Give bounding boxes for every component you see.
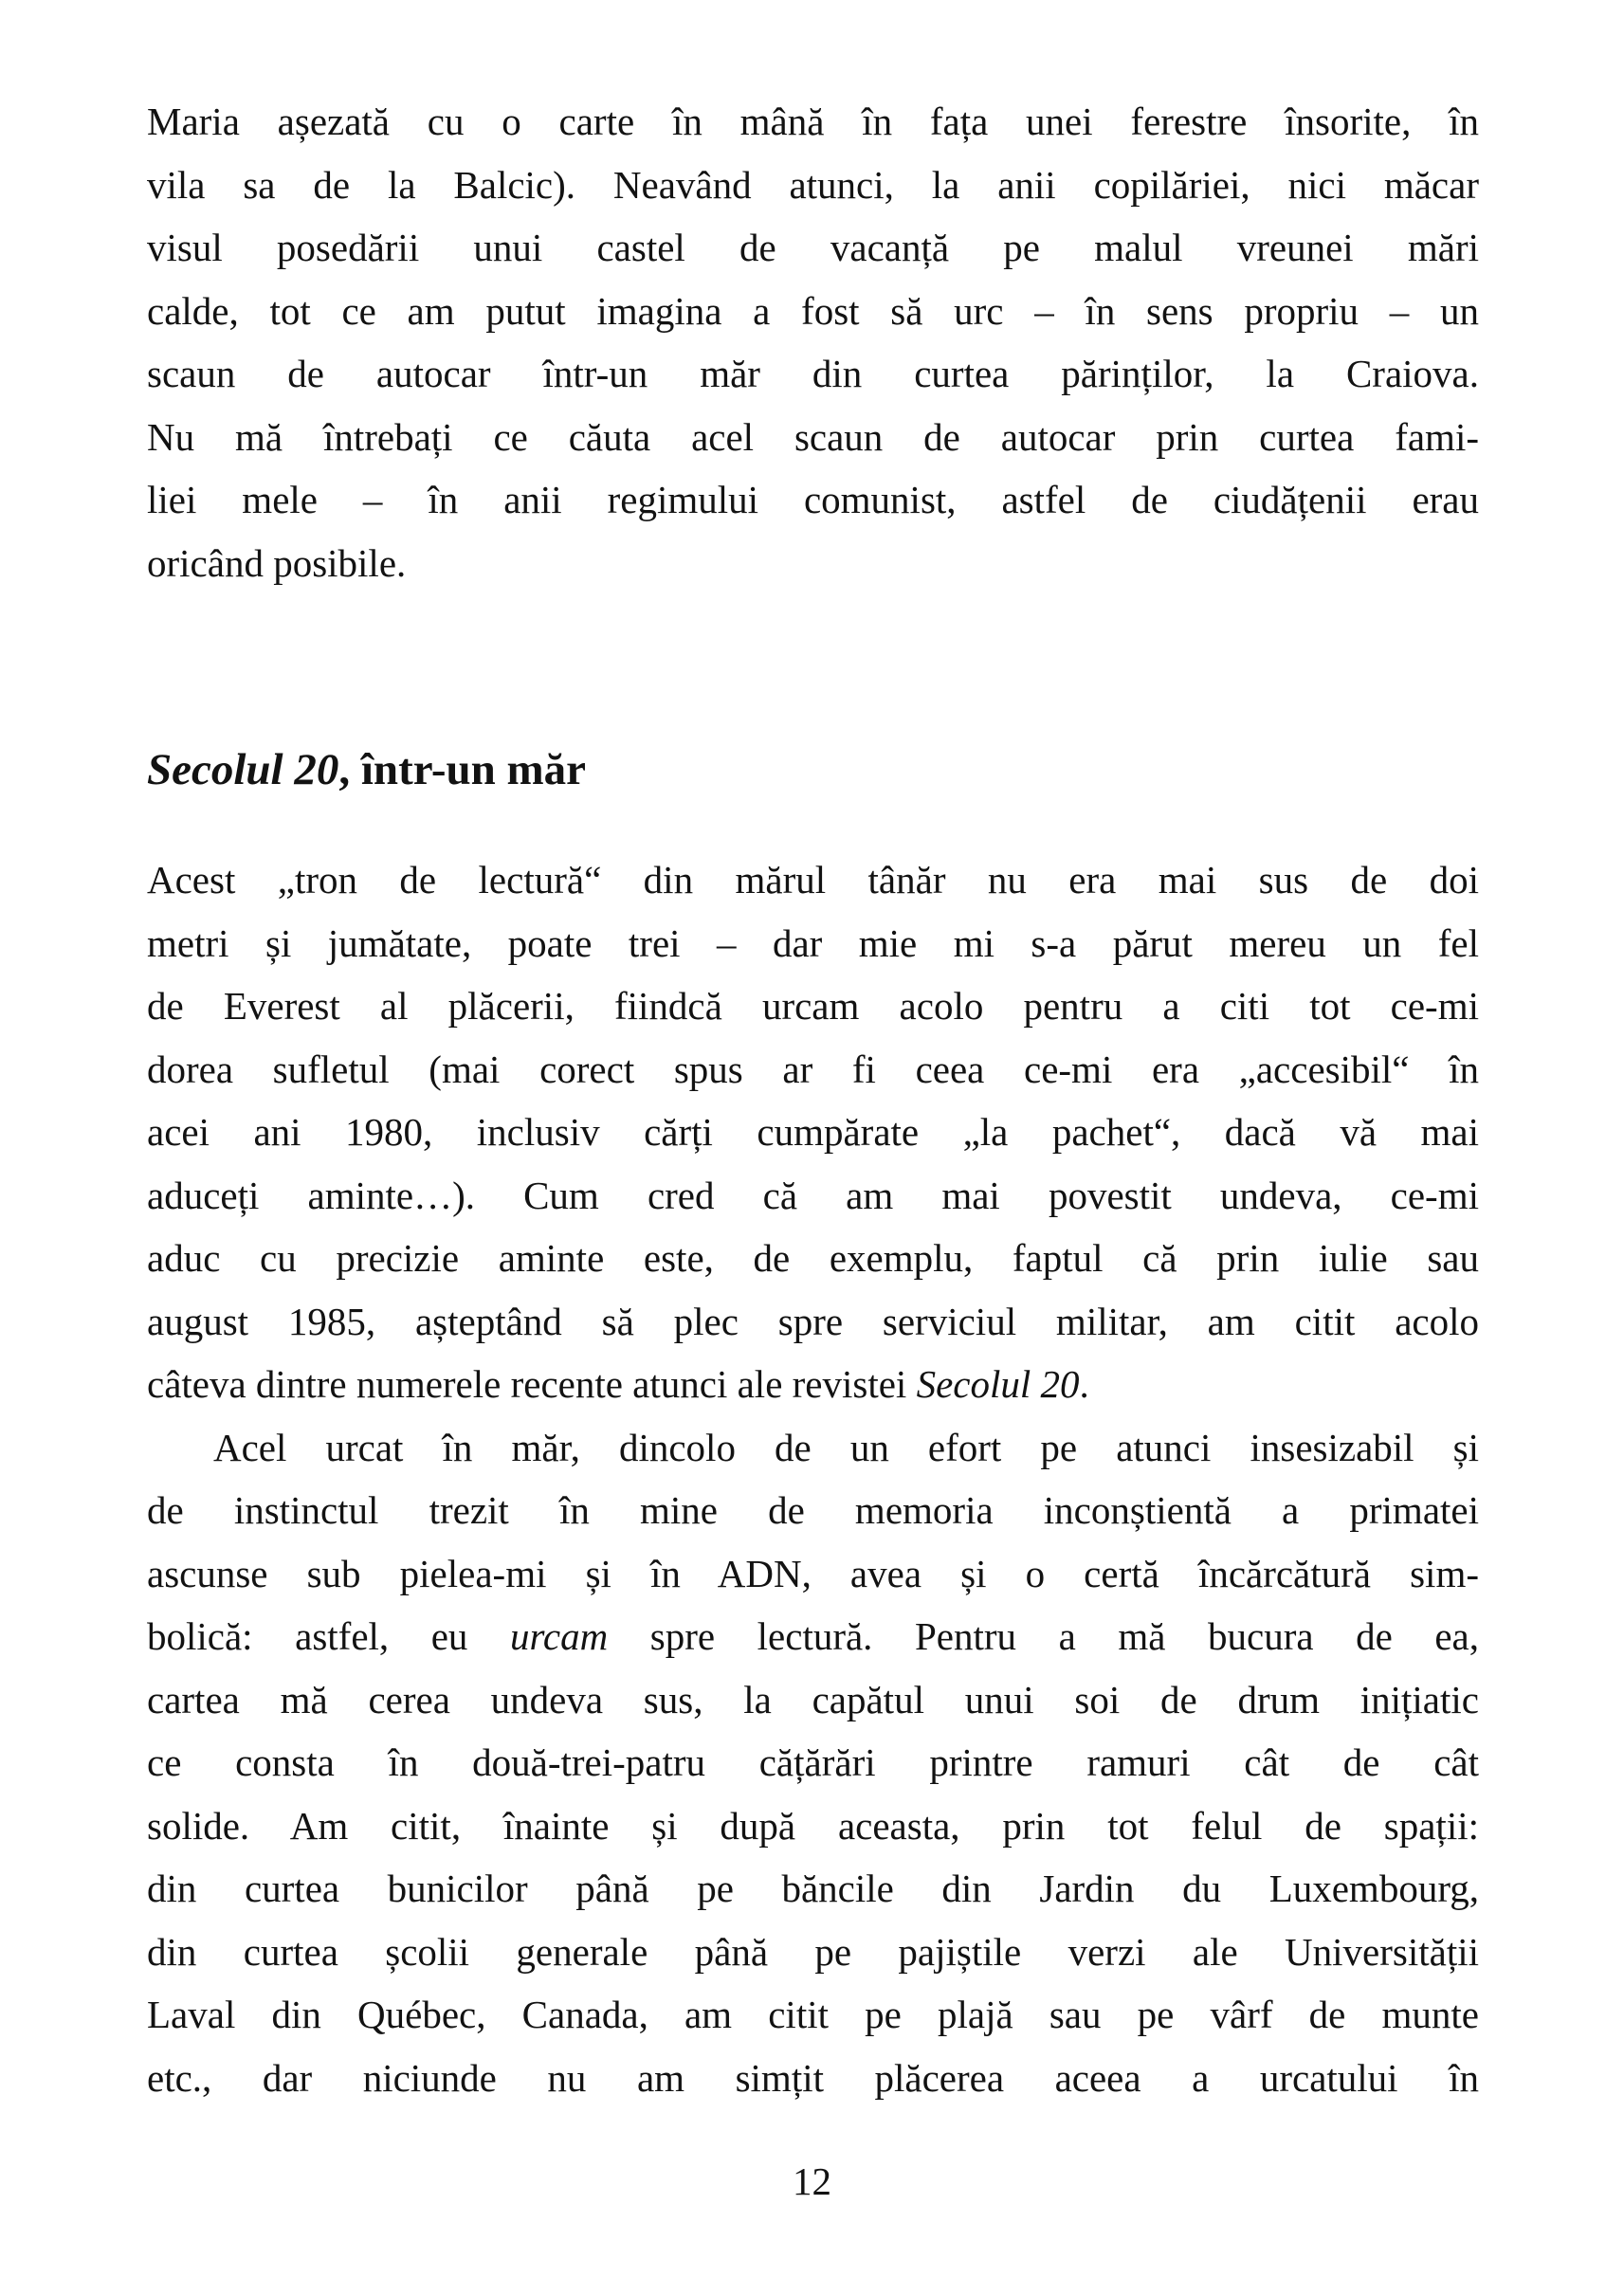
text-line (147, 1101, 1479, 1164)
text-line (147, 90, 1479, 154)
text-segment: calde, tot ce am putut imagina a fost să urc – în sens propriu – un (147, 288, 1479, 333)
text-block (147, 90, 1479, 2109)
italic-text: urcam (509, 1614, 609, 1658)
text-segment: aduceți aminte…). Cum cred că am mai povestit undeva, ce-mi (147, 1173, 1479, 1217)
text-segment: . (1079, 1362, 1089, 1406)
text-segment: din curtea școlii generale până pe pajiștile verzi ale Universității (147, 1929, 1479, 1974)
text-segment: de instinctul trezit în mine de memoria inconștientă a primatei (147, 1488, 1479, 1532)
text-segment: vila sa de la Balcic). Neavând atunci, la anii copilăriei, nici măcar (147, 162, 1479, 207)
text-segment: metri și jumătate, poate trei – dar mie mi s-a părut mereu un fel (147, 920, 1479, 965)
text-line (147, 848, 1479, 912)
text-line (147, 1353, 1479, 1416)
text-segment: solide. Am citit, înainte și după aceasta, prin tot felul de spații: (147, 1803, 1479, 1848)
section-heading (147, 738, 1479, 801)
text-line (147, 1290, 1479, 1354)
page-number: 12 (793, 2159, 831, 2203)
text-segment: dorea sufletul (mai corect spus ar fi ceea ce-mi era „accesibil“ în (147, 1047, 1479, 1091)
text-segment: din curtea bunicilor până pe băncile din Jardin du Luxembourg, (147, 1867, 1479, 1910)
paragraph (147, 1416, 1479, 2110)
text-segment: august 1985, așteptând să plec spre serviciul militar, am citit acolo (147, 1299, 1479, 1343)
text-line (147, 912, 1479, 975)
text-segment: Maria așezată cu o carte în mână în fața unei ferestre însorite, în (147, 100, 1479, 143)
text-segment: Laval din Québec, Canada, am citit pe plajă sau pe vârf de munte (147, 1993, 1479, 2036)
text-line (147, 1668, 1479, 1732)
text-line (147, 1542, 1479, 1606)
text-segment: visul posedării unui castel de vacanță pe malul vreunei mări (147, 226, 1479, 269)
text-segment: etc., dar niciunde nu am simțit plăcerea aceea a urcatului în (147, 2055, 1479, 2100)
text-segment: Acel urcat în măr, dincolo de un efort pe atunci insesizabil și (213, 1425, 1479, 1469)
text-line (147, 216, 1479, 280)
text-segment: liei mele – în anii regimului comunist, astfel de ciudățenii erau (147, 478, 1479, 521)
text-line (147, 280, 1479, 343)
text-line (147, 1983, 1479, 2047)
text-line (147, 1794, 1479, 1858)
text-segment: spre lectură. Pentru a mă bucura de ea, (608, 1614, 1479, 1658)
text-segment: , într-un măr (338, 745, 587, 794)
text-line (147, 1857, 1479, 1921)
text-line (147, 468, 1479, 532)
text-line (147, 532, 1479, 595)
text-line (147, 1479, 1479, 1542)
text-segment: Acest „tron de lectură“ din mărul tânăr nu era mai sus de doi (147, 858, 1479, 902)
text-line (147, 154, 1479, 217)
text-line (147, 974, 1479, 1038)
text-line (147, 2047, 1479, 2110)
text-line (147, 406, 1479, 469)
text-segment: aduc cu precizie aminte este, de exemplu, faptul că prin iulie sau (147, 1236, 1479, 1280)
text-line (147, 1921, 1479, 1984)
text-line (147, 1164, 1479, 1228)
text-segment: cartea mă cerea undeva sus, la capătul unui soi de drum inițiatic (147, 1677, 1479, 1721)
text-segment: scaun de autocar într-un măr din curtea părinților, la Craiova. (147, 352, 1479, 395)
text-line (147, 1605, 1479, 1668)
text-segment: ce consta în două-trei-patru cățărări printre ramuri cât de cât (147, 1740, 1479, 1784)
text-segment: oricând posibile. (147, 540, 407, 585)
text-segment: ascunse sub pielea-mi și în ADN, avea și o certă încărcătură sim- (147, 1551, 1479, 1595)
text-segment: acei ani 1980, inclusiv cărți cumpărate „la pachet“, dacă vă mai (147, 1110, 1479, 1154)
text-line (147, 1038, 1479, 1102)
italic-text: Secolul 20 (147, 745, 339, 794)
text-line (147, 1416, 1479, 1480)
text-segment: Nu mă întrebați ce căuta acel scaun de autocar prin curtea fami- (147, 414, 1479, 459)
text-segment: de Everest al plăcerii, fiindcă urcam acolo pentru a citi tot ce-mi (147, 984, 1479, 1028)
text-line (147, 342, 1479, 406)
paragraph (147, 90, 1479, 594)
text-line (147, 1227, 1479, 1290)
text-line (147, 1731, 1479, 1794)
text-segment: câteva dintre numerele recente atunci ale revistei (147, 1362, 917, 1406)
italic-text: Secolul 20 (916, 1362, 1080, 1406)
paragraph (147, 848, 1479, 1416)
text-segment: bolică: astfel, eu (147, 1614, 510, 1658)
